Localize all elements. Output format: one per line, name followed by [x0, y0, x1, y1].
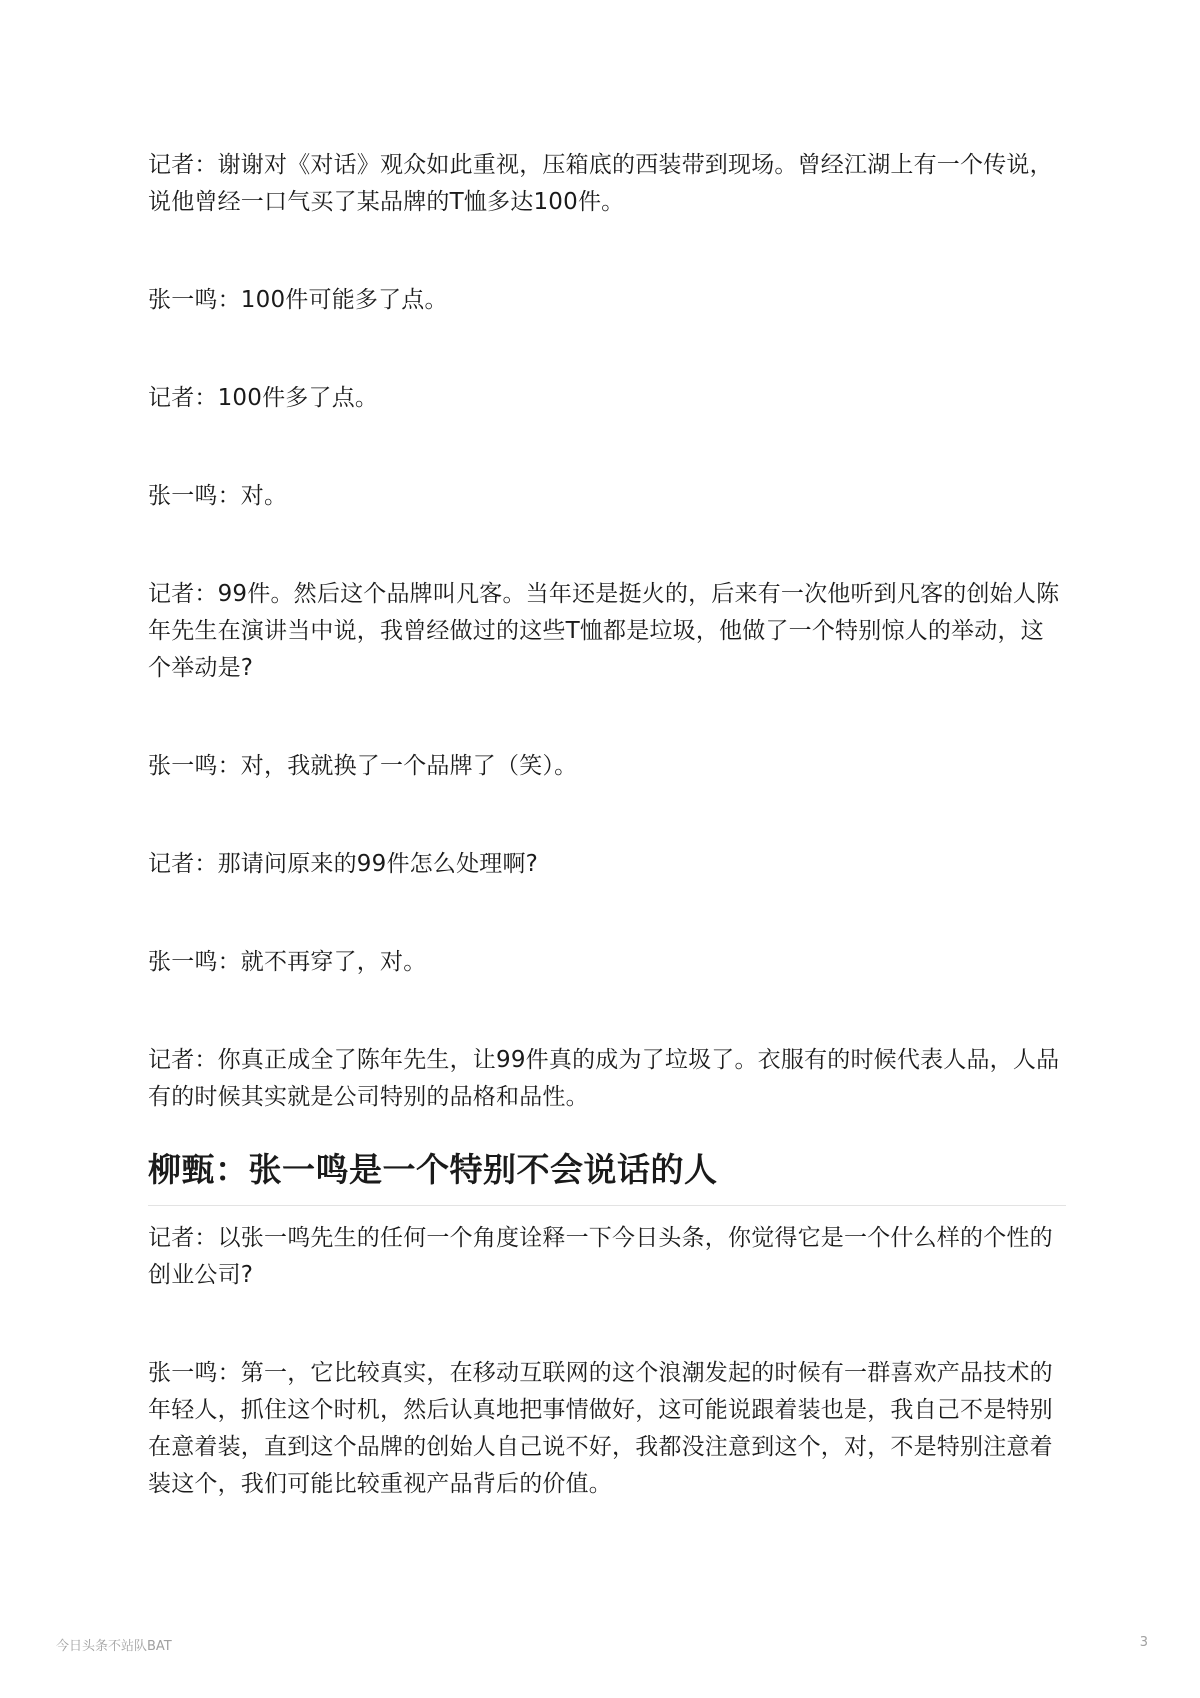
paragraph-7: 记者：那请问原来的99件怎么处理啊? — [148, 851, 539, 877]
paragraph-5: 记者：99件。然后这个品牌叫凡客。当年还是挺火的，后来有一次他听到凡客的创始人陈年先生在演讲当中说，我曾经做过的这些T恤都是垃圾，他做了一个特别惊人的举动，这个举动是? — [148, 581, 1060, 681]
document-body — [148, 147, 1066, 1564]
paragraph-10: 记者：以张一鸣先生的任何一个角度诠释一下今日头条，你觉得它是一个什么样的个性的创业公司? — [148, 1225, 1053, 1288]
paragraph-2: 张一鸣：100件可能多了点。 — [148, 287, 448, 313]
paragraph-6: 张一鸣：对，我就换了一个品牌了（笑）。 — [148, 753, 578, 779]
footer-title: 今日头条不站队BAT — [56, 1639, 172, 1654]
page-number: 3 — [1139, 1635, 1148, 1650]
paragraph-4: 张一鸣：对。 — [148, 483, 288, 509]
paragraph-9: 记者：你真正成全了陈年先生，让99件真的成为了垃圾了。衣服有的时候代表人品，人品有的时候其实就是公司特别的品格和品性。 — [148, 1047, 1060, 1110]
paragraph-11: 张一鸣：第一，它比较真实，在移动互联网的这个浪潮发起的时候有一群喜欢产品技术的年轻人，抓住这个时机，然后认真地把事情做好，这可能说跟着装也是，我自己不是特别在意着装，直到这个品牌的创始人自己说不好，我都没注意到这个，对，不是特别注意着装这个，我们可能比较重视产品背后的价值。 — [148, 1360, 1053, 1497]
paragraph-8: 张一鸣：就不再穿了，对。 — [148, 949, 427, 975]
section-heading: 柳甄：张一鸣是一个特别不会说话的人 — [148, 1147, 1066, 1206]
paragraph-1: 记者：谢谢对《对话》观众如此重视，压箱底的西装带到现场。曾经江湖上有一个传说，说他曾经一口气买了某品牌的T恤多达100件。 — [148, 152, 1053, 215]
paragraph-3: 记者：100件多了点。 — [148, 385, 379, 411]
